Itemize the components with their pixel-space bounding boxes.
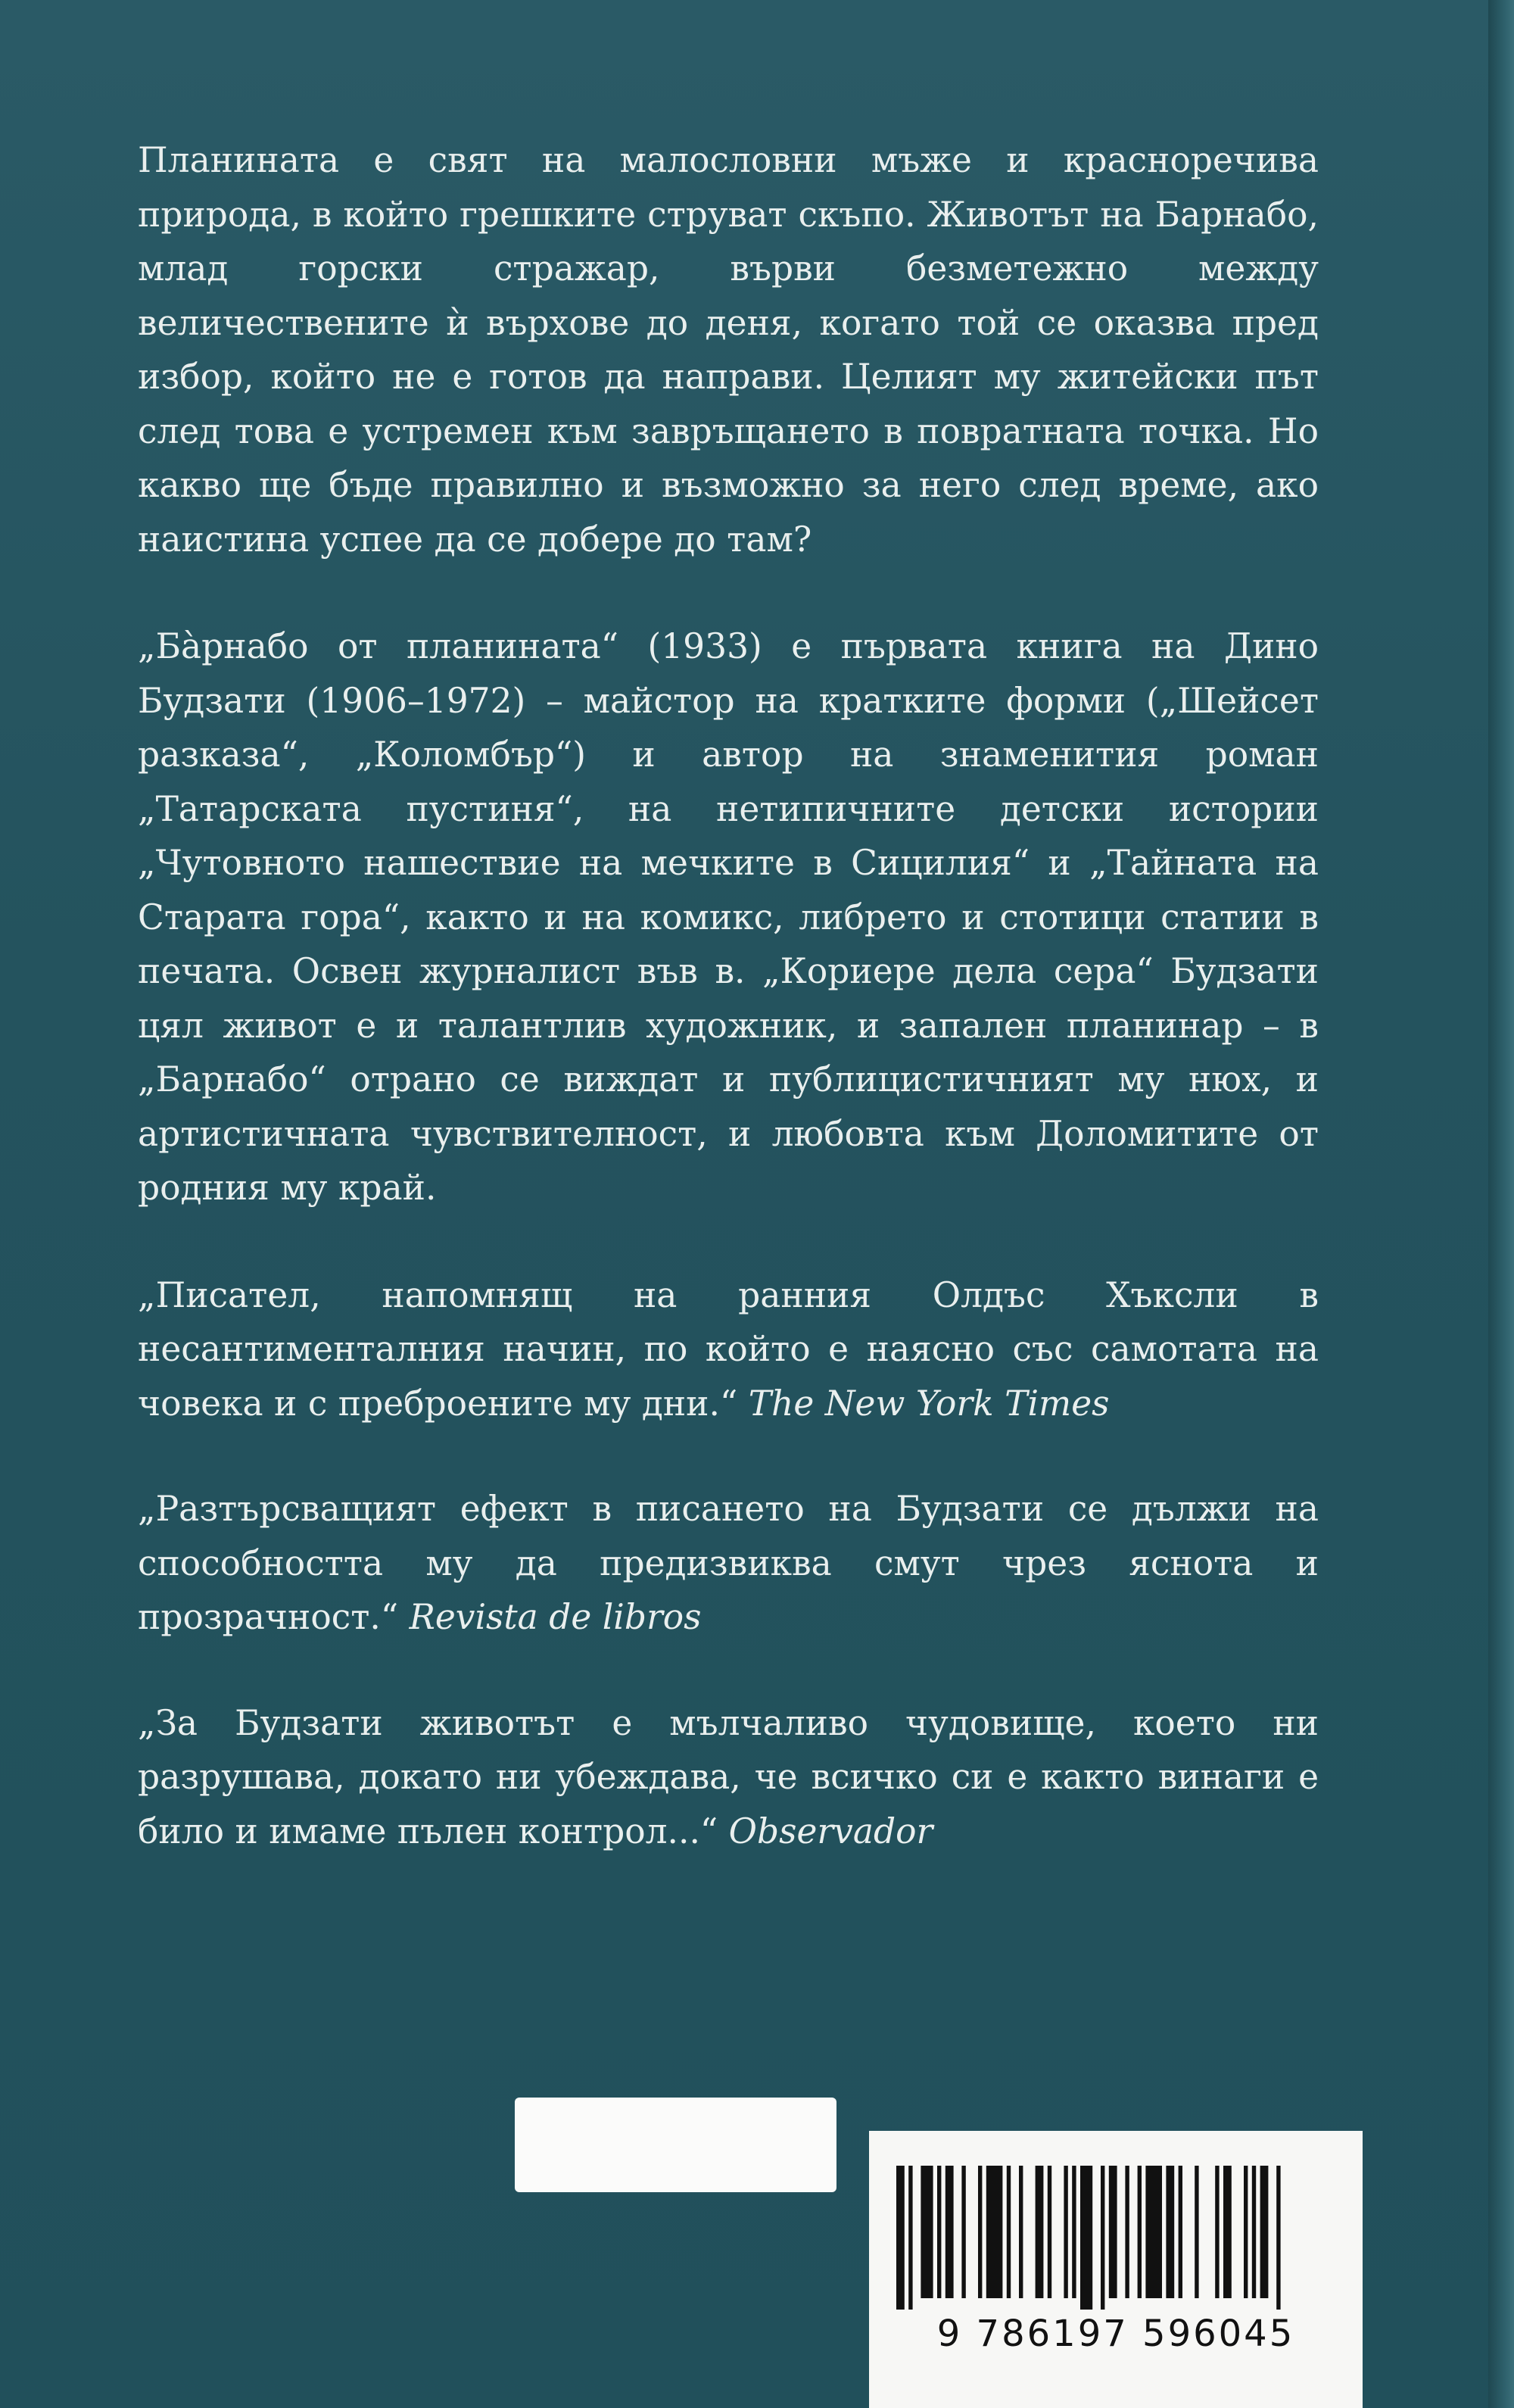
barcode-bar bbox=[1244, 2166, 1248, 2298]
barcode-bar bbox=[1064, 2166, 1067, 2298]
barcode-bar bbox=[937, 2166, 941, 2298]
barcode-bar bbox=[896, 2166, 905, 2310]
barcode-bar bbox=[1260, 2166, 1269, 2298]
quote-source: Observador bbox=[728, 1811, 933, 1851]
quote-text: „Разтърсващият ефект в писането на Будзати се дължи на способността му да предизвиква смут чрез яснота и прозрачност.“ bbox=[138, 1489, 1319, 1637]
barcode-bar bbox=[1166, 2166, 1174, 2298]
cover-edge bbox=[1488, 0, 1514, 2408]
barcode-bar bbox=[1048, 2166, 1051, 2298]
barcode-bar bbox=[921, 2166, 933, 2298]
barcode-bar bbox=[1276, 2166, 1280, 2310]
barcode-bar bbox=[945, 2166, 954, 2298]
barcode-bar bbox=[1007, 2166, 1011, 2298]
barcode-bar bbox=[1109, 2166, 1117, 2298]
cover-text bbox=[138, 133, 1319, 1910]
barcode-bar bbox=[961, 2166, 965, 2298]
quote-source: Revista de libros bbox=[409, 1597, 702, 1637]
price-sticker bbox=[515, 2098, 836, 2192]
barcode-icon bbox=[896, 2166, 1335, 2310]
barcode-bar bbox=[978, 2166, 982, 2298]
review-quote bbox=[138, 1482, 1319, 1645]
quote-text: „За Будзати животът е мълчаливо чудовище, което ни разрушава, докато ни убеждава, че всичко си е както винаги е било и имаме пълен контрол...“ bbox=[138, 1702, 1319, 1851]
barcode-bar bbox=[1138, 2166, 1142, 2298]
quote-text: „Писател, напомнящ на ранния Олдъс Хъксли в несантименталния начин, по който е наясно със самотата на човека и с преброените му дни.“ bbox=[138, 1274, 1319, 1424]
barcode-bar bbox=[1036, 2166, 1044, 2298]
review-quote bbox=[138, 1268, 1319, 1431]
barcode-bar bbox=[1223, 2166, 1232, 2298]
review-quote bbox=[138, 1696, 1319, 1859]
barcode-bar bbox=[986, 2166, 1003, 2298]
author-bio-paragraph: „Ба̀рнабо от планината“ (1933) е първата книга на Дино Будзати (1906–1972) – майстор на кратките форми („Шейсет разказа“, „Коломбър“) и автор на знаменития роман „Татарската пустиня“, на нетипичните детски истории „Чутовното нашествие на мечките в Сицилия“ и „Тайната на Старата гора“, както и на комикс, либрето и стотици статии в печата. Освен журналист във в. „Кориере дела сера“ Будзати цял живот е и талантлив художник, и запален планинар – в „Барнабо“ отрано се виждат и публицистичният му нюх, и артистичната чувствителност, и любовта към Доломитите от родния му край. bbox=[138, 626, 1319, 1208]
barcode-bar bbox=[1195, 2166, 1198, 2298]
barcode-bar bbox=[1179, 2166, 1182, 2298]
barcode-bar bbox=[1080, 2166, 1092, 2310]
barcode-label bbox=[869, 2131, 1363, 2408]
isbn-number: 9 786197 596045 bbox=[936, 2313, 1295, 2355]
barcode-bar bbox=[1101, 2166, 1104, 2310]
barcode-bar bbox=[1145, 2166, 1162, 2298]
barcode-bar bbox=[1125, 2166, 1129, 2298]
barcode-bar bbox=[1215, 2166, 1219, 2298]
synopsis-paragraph: Планината е свят на малословни мъже и красноречива природа, в който грешките струват скъпо. Животът на Барнабо, млад горски стражар, върви безметежно между величествените ѝ върхове до деня, когато той се оказва пред избор, който не е готов да направи. Целият му житейски път след това е устремен към завръщането в повратната точка. Но какво ще бъде правилно и възможно за него след време, ако наистина успее да се добере до там? bbox=[138, 140, 1319, 560]
barcode-bar bbox=[1252, 2166, 1256, 2298]
barcode-bar bbox=[1019, 2166, 1023, 2298]
quote-source: The New York Times bbox=[748, 1383, 1110, 1424]
barcode-bar bbox=[1072, 2166, 1076, 2298]
barcode-bar bbox=[908, 2166, 912, 2310]
